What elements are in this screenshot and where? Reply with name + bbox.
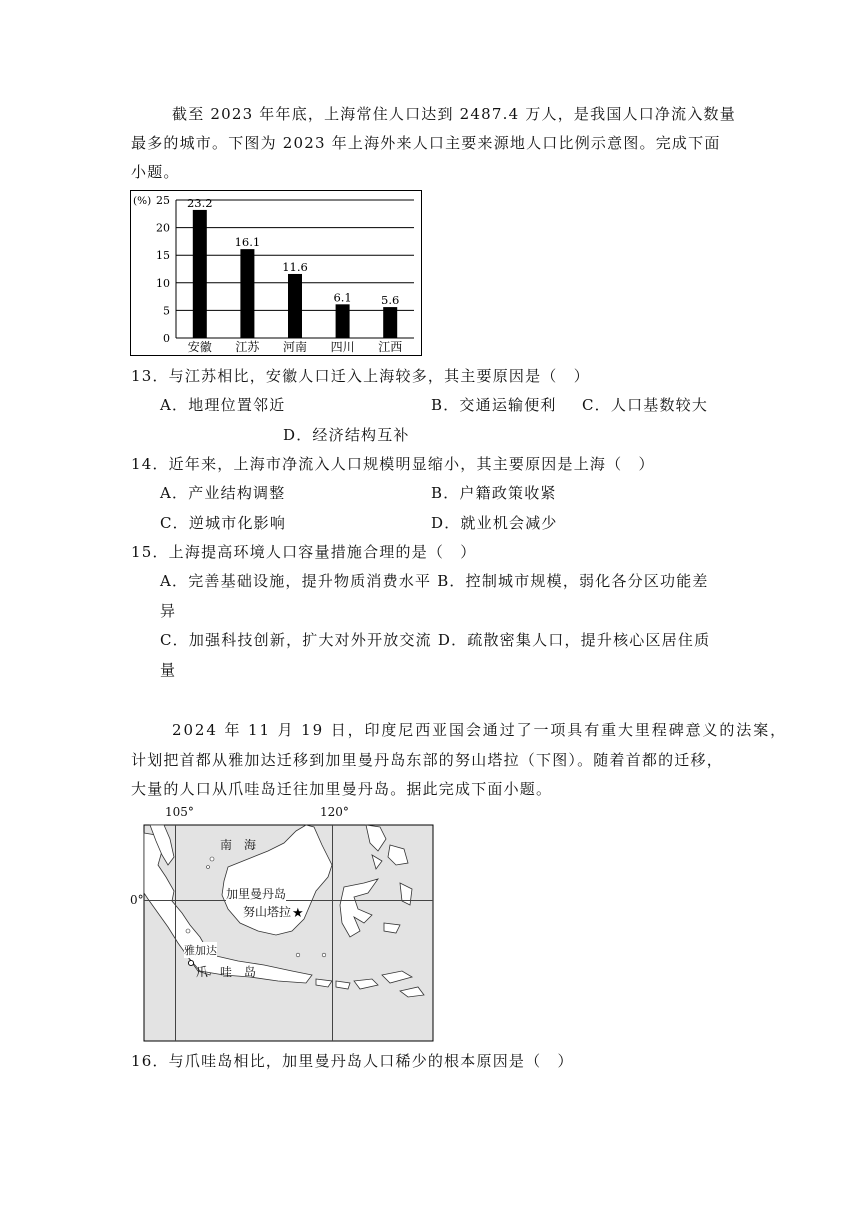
category-label: 江西 (378, 340, 403, 354)
nusantara-label: 努山塔拉 (243, 905, 292, 919)
q15-option-ab-cont: 异 (160, 602, 177, 620)
q13-option-d[interactable]: D．经济结构互补 (283, 426, 410, 444)
intro1-line3: 小题。 (131, 163, 180, 181)
q14-option-a[interactable]: A．产业结构调整 (160, 484, 286, 502)
indonesia-map (128, 805, 438, 1045)
q13-option-c[interactable]: C．人口基数较大 (582, 396, 709, 414)
intro2-line1: 2024 年 11 月 19 日，印度尼西亚国会通过了一项具有重大里程碑意义的法案， (172, 721, 787, 739)
y-tick-label: 20 (156, 221, 170, 235)
sea-label: 南 海 (220, 838, 257, 852)
y-tick-label: 15 (156, 249, 170, 263)
bar-value-label: 16.1 (234, 235, 261, 250)
q14-stem: 14．近年来，上海市净流入人口规模明显缩小，其主要原因是上海（ ） (131, 455, 655, 473)
bar-chart (130, 190, 422, 356)
q13-option-b[interactable]: B．交通运输便利 (431, 396, 557, 414)
y-tick-label: 10 (156, 276, 170, 290)
bar-value-label: 11.6 (282, 259, 308, 274)
bar-value-label: 6.1 (333, 290, 352, 305)
kalimantan-label: 加里曼丹岛 (226, 887, 287, 901)
q14-option-b[interactable]: B．户籍政策收紧 (431, 484, 557, 502)
q15-option-cd[interactable]: C．加强科技创新，扩大对外开放交流 D．疏散密集人口，提升核心区居住质 (160, 631, 711, 649)
q15-option-cd-cont: 量 (160, 661, 177, 679)
jakarta-label: 雅加达 (184, 944, 217, 957)
y-tick-label: 25 (156, 194, 170, 207)
bar (193, 210, 207, 338)
bar-value-label: 5.6 (381, 293, 400, 308)
q15-stem: 15．上海提高环境人口容量措施合理的是（ ） (131, 543, 477, 561)
lon-120-label: 120° (320, 805, 349, 819)
intro1-line2: 最多的城市。下图为 2023 年上海外来人口主要来源地人口比例示意图。完成下面 (131, 134, 721, 152)
lat-0-label: 0° (130, 893, 144, 907)
q13-stem: 13．与江苏相比，安徽人口迁入上海较多，其主要原因是（ ） (131, 367, 590, 385)
q16-stem: 16．与爪哇岛相比，加里曼丹岛人口稀少的根本原因是（ ） (131, 1052, 574, 1070)
bar (240, 249, 254, 338)
intro2-line3: 大量的人口从爪哇岛迁往加里曼丹岛。据此完成下面小题。 (131, 780, 553, 798)
y-tick-label: 0 (163, 332, 170, 345)
bar (336, 304, 350, 338)
intro2-line2: 计划把首都从雅加达迁移到加里曼丹岛东部的努山塔拉（下图）。随着首都的迁移， (131, 751, 723, 769)
q13-option-a[interactable]: A．地理位置邻近 (160, 396, 286, 414)
category-label: 四川 (330, 340, 355, 354)
q15-option-ab[interactable]: A．完善基础设施，提升物质消费水平 B．控制城市规模，弱化各分区功能差 (160, 572, 709, 590)
category-label: 安徽 (187, 340, 212, 354)
q14-option-d[interactable]: D．就业机会减少 (431, 514, 558, 532)
q14-option-c[interactable]: C．逆城市化影响 (160, 514, 287, 532)
y-tick-label: 5 (163, 304, 170, 318)
bar (288, 274, 302, 338)
bar-value-label: 23.2 (186, 195, 213, 210)
category-label: 江苏 (235, 340, 260, 354)
jakarta-dot-icon (188, 960, 193, 965)
java-label: 爪 哇 岛 (196, 965, 257, 979)
nusantara-star-icon: ★ (292, 906, 304, 921)
lon-105-label: 105° (165, 805, 194, 819)
bar (383, 307, 397, 338)
y-unit-label: (%) (133, 195, 152, 207)
intro1-line1: 截至 2023 年年底，上海常住人口达到 2487.4 万人，是我国人口净流入数量 (172, 105, 736, 123)
category-label: 河南 (282, 340, 308, 354)
